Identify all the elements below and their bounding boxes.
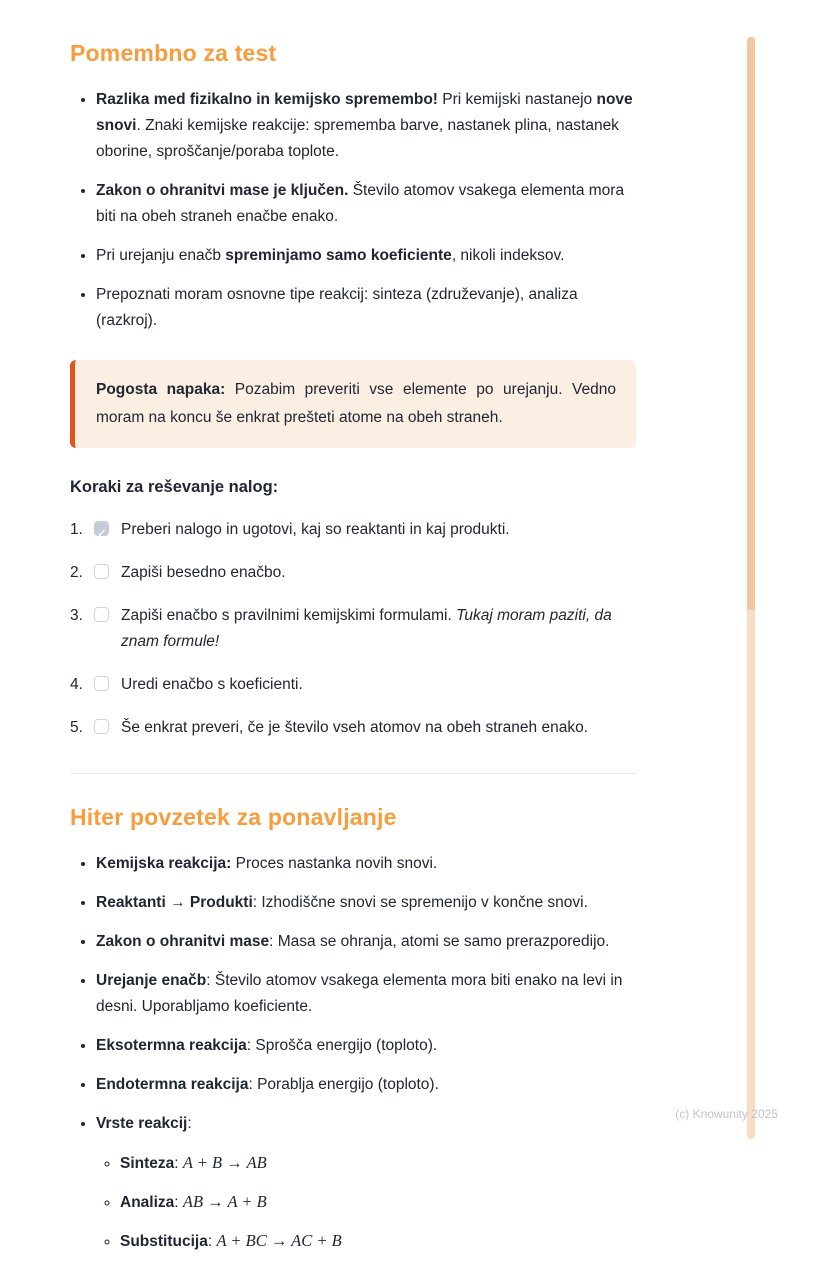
important-point (96, 243, 636, 269)
text-segment: spreminjamo samo koeficiente (225, 247, 452, 264)
common-mistake-callout (70, 360, 636, 448)
text-segment: Vrste reakcij (96, 1115, 188, 1132)
reaction-type-item (120, 1189, 636, 1216)
section-title-important: Pomembno za test (70, 40, 277, 66)
summary-point (96, 890, 636, 916)
text-segment: Prepoznati moram osnovne tipe reakcij: sinteza (združevanje), analiza (razkroj). (96, 286, 578, 329)
text-segment: Urejanje enačb (96, 972, 207, 989)
task-checkbox[interactable] (94, 719, 109, 734)
text-segment: Pozabim preveriti vse elemente po urejanju. Vedno moram na koncu še enkrat prešteti atome na obeh straneh. (96, 381, 617, 426)
text-segment: : Izhodiščne snovi se spremenijo v končne snovi. (252, 894, 588, 911)
steps-heading: Koraki za reševanje nalog: (70, 478, 279, 496)
task-checkbox[interactable] (94, 676, 109, 691)
text-segment: Zakon o ohranitvi mase (96, 933, 270, 950)
step-text (121, 517, 636, 543)
task-checkbox[interactable] (94, 521, 109, 536)
step-text (121, 672, 636, 698)
text-segment: Kemijska reakcija: (96, 855, 232, 872)
text-segment: Reaktanti → Produkti (96, 894, 253, 911)
summary-point (96, 929, 636, 955)
text-segment: : Porablja energijo (toploto). (248, 1076, 439, 1093)
important-points-list (70, 87, 636, 334)
text-segment: : (174, 1194, 183, 1211)
text-segment: Zapiši enačbo s pravilnimi kemijskimi formulami. (121, 607, 457, 624)
reaction-types-sublist (96, 1150, 636, 1255)
text-segment: Zapiši besedno enačbo. (121, 564, 286, 581)
text-segment: Razlika med fizikalno in kemijsko spremembo! (96, 91, 438, 108)
text-segment: Preberi nalogo in ugotovi, kaj so reaktanti in kaj produkti. (121, 521, 510, 538)
notes-document (70, 28, 636, 1268)
text-segment: , nikoli indeksov. (451, 247, 565, 264)
text-segment: : Število atomov vsakega elementa mora biti enako na levi in desni. Uporabljamo koeficiente. (96, 972, 623, 1015)
task-checkbox[interactable] (94, 607, 109, 622)
callout-text (96, 376, 616, 432)
text-segment: Zakon o ohranitvi mase je ključen. (96, 182, 349, 199)
section-title-summary: Hiter povzetek za ponavljanje (70, 804, 397, 830)
step-item (70, 672, 636, 698)
text-segment: Substitucija (120, 1233, 208, 1250)
reaction-type-item (120, 1150, 636, 1177)
text-segment: : (187, 1115, 192, 1132)
step-text (121, 715, 636, 741)
step-item (70, 715, 636, 741)
text-segment: Pri urejanju enačb (96, 247, 226, 264)
text-segment: Pogosta napaka: (96, 381, 226, 398)
text-segment: : Sprošča energijo (toploto). (246, 1037, 438, 1054)
text-segment: A + B → AB (182, 1153, 267, 1172)
text-segment: Sinteza (120, 1155, 175, 1172)
important-point (96, 178, 636, 230)
text-segment: Uredi enačbo s koeficienti. (121, 676, 303, 693)
text-segment: : Masa se ohranja, atomi se samo prerazporedijo. (269, 933, 610, 950)
step-item (70, 560, 636, 586)
summary-point (96, 968, 636, 1020)
step-text (121, 560, 636, 586)
important-point (96, 87, 636, 165)
step-item (70, 603, 636, 655)
step-text (121, 603, 636, 655)
task-checkbox[interactable] (94, 564, 109, 579)
text-segment: . Znaki kemijske reakcije: sprememba barve, nastanek plina, nastanek oborine, sproščanje/poraba toplote. (96, 117, 619, 160)
text-segment: Število atomov vsakega elementa mora biti na obeh straneh enačbe enako. (96, 182, 625, 225)
text-segment: : (174, 1155, 183, 1172)
step-item (70, 517, 636, 543)
summary-point (96, 1111, 636, 1255)
step-number: 5. (70, 719, 83, 736)
text-segment: Še enkrat preveri, če je število vseh atomov na obeh straneh enako. (121, 719, 588, 736)
summary-point (96, 851, 636, 877)
steps-checklist (70, 517, 636, 741)
text-segment: Pri kemijski nastanejo (437, 91, 597, 108)
text-segment: Analiza (120, 1194, 175, 1211)
page-edge-stripe (747, 37, 755, 1139)
summary-point (96, 1033, 636, 1059)
text-segment: A + BC → AC + B (216, 1231, 342, 1250)
text-segment: nove snovi (96, 91, 633, 134)
copyright-footer: (c) Knowunity 2025 (675, 1107, 778, 1121)
text-segment: Tukaj moram paziti, da znam formule! (121, 607, 612, 650)
important-point (96, 282, 636, 334)
text-segment: Endotermna reakcija (96, 1076, 249, 1093)
summary-point (96, 1072, 636, 1098)
step-number: 2. (70, 564, 83, 581)
text-segment: AB → A + B (182, 1192, 267, 1211)
step-number: 1. (70, 521, 83, 538)
step-number: 4. (70, 676, 83, 693)
text-segment: : (207, 1233, 217, 1250)
summary-points-list (70, 851, 636, 1255)
text-segment: Eksotermna reakcija (96, 1037, 247, 1054)
text-segment: Proces nastanka novih snovi. (231, 855, 438, 872)
step-number: 3. (70, 607, 83, 624)
reaction-type-item (120, 1228, 636, 1255)
section-divider (70, 773, 636, 774)
